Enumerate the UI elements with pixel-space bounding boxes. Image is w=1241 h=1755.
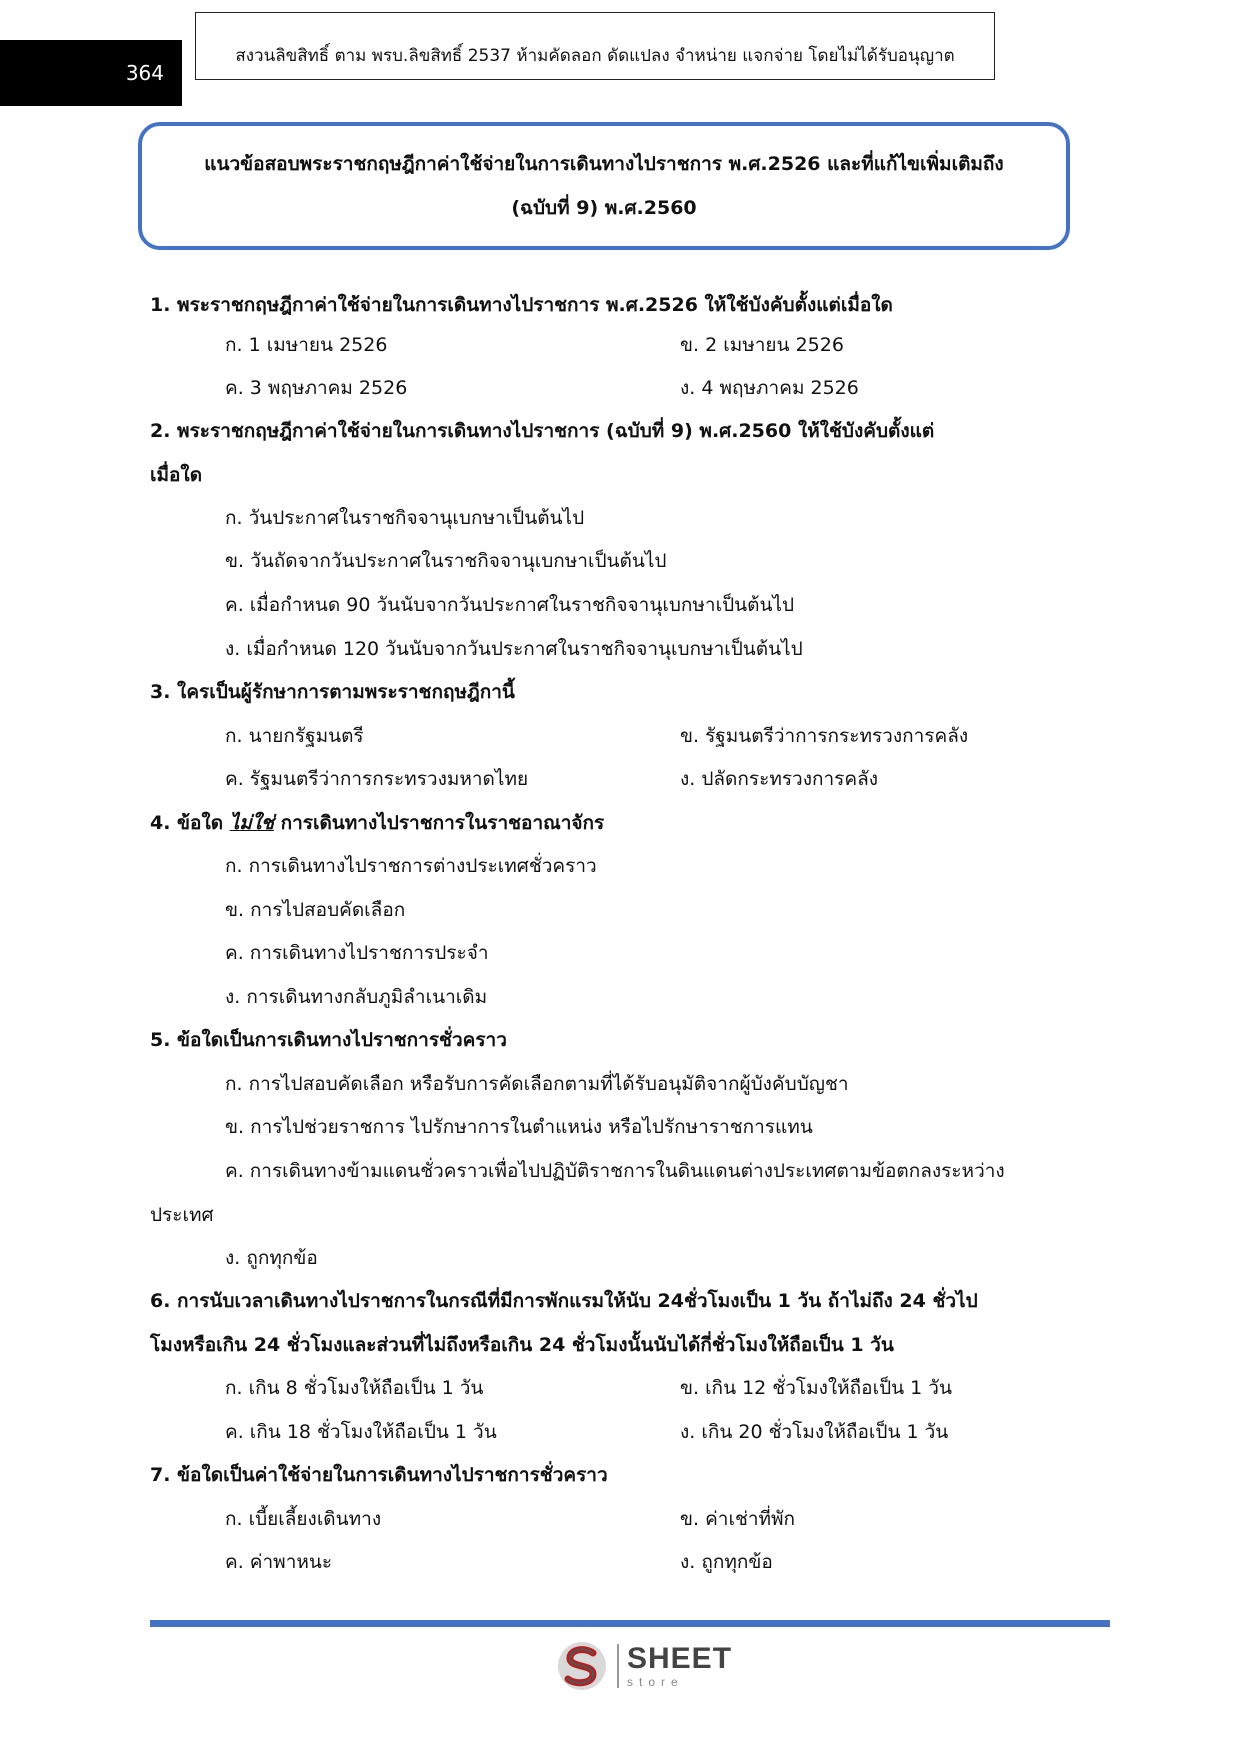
q6-option-b: ข. เกิน 12 ชั่วโมงให้ถือเป็น 1 วัน	[680, 1377, 952, 1399]
q2-option-c: ค. เมื่อกำหนด 90 วันนับจากวันประกาศในราชกิจจานุเบกษาเป็นต้นไป	[225, 594, 795, 616]
question-2-line-2: เมื่อใด	[150, 464, 203, 486]
logo-sub: store	[627, 1675, 684, 1689]
q1-option-b: ข. 2 เมษายน 2526	[680, 334, 844, 356]
q3-option-c: ค. รัฐมนตรีว่าการกระทรวงมหาดไทย	[225, 768, 529, 790]
page-number: 364	[0, 40, 182, 106]
q6-option-d: ง. เกิน 20 ชั่วโมงให้ถือเป็น 1 วัน	[680, 1421, 949, 1443]
q4-emphasis: ไม่ใช่	[229, 812, 274, 834]
q4-option-d: ง. การเดินทางกลับภูมิลำเนาเดิม	[225, 986, 488, 1008]
q6-option-c: ค. เกิน 18 ชั่วโมงให้ถือเป็น 1 วัน	[225, 1421, 497, 1443]
q3-option-d: ง. ปลัดกระทรวงการคลัง	[680, 768, 878, 790]
q4-suffix: การเดินทางไปราชการในราชอาณาจักร	[273, 812, 605, 834]
q4-option-c: ค. การเดินทางไปราชการประจำ	[225, 942, 489, 964]
q3-option-a: ก. นายกรัฐมนตรี	[225, 725, 364, 747]
question-6-line-1: 6. การนับเวลาเดินทางไปราชการในกรณีที่มีการพักแรมให้นับ 24ชั่วโมงเป็น 1 วัน ถ้าไม่ถึง 24 ชั่วไป	[150, 1290, 978, 1312]
q5-option-c-line-1: ค. การเดินทางข้ามแดนชั่วคราวเพื่อไปปฏิบัติราชการในดินแดนต่างประเทศตามข้อตกลงระหว่าง	[225, 1160, 1005, 1182]
q4-prefix: 4. ข้อใด	[150, 812, 230, 834]
q5-option-c-line-2: ประเทศ	[150, 1204, 214, 1226]
q1-option-a: ก. 1 เมษายน 2526	[225, 334, 388, 356]
title-line-1: แนวข้อสอบพระราชกฤษฎีกาค่าใช้จ่ายในการเดินทางไปราชการ พ.ศ.2526 และที่แก้ไขเพิ่มเติมถึง	[204, 153, 1004, 175]
q1-option-d: ง. 4 พฤษภาคม 2526	[680, 377, 859, 399]
footer-rule	[150, 1620, 1110, 1627]
logo-separator	[617, 1644, 619, 1688]
q4-option-b: ข. การไปสอบคัดเลือก	[225, 899, 406, 921]
q7-option-a: ก. เบี้ยเลี้ยงเดินทาง	[225, 1508, 382, 1530]
question-4	[150, 808, 604, 838]
q5-option-b: ข. การไปช่วยราชการ ไปรักษาการในตำแหน่ง หรือไปรักษาราชการแทน	[225, 1116, 813, 1138]
q7-option-d: ง. ถูกทุกข้อ	[680, 1551, 773, 1573]
q7-option-c: ค. ค่าพาหนะ	[225, 1551, 333, 1573]
q4-option-a: ก. การเดินทางไปราชการต่างประเทศชั่วคราว	[225, 855, 597, 877]
question-6-line-2: โมงหรือเกิน 24 ชั่วโมงและส่วนที่ไม่ถึงหรือเกิน 24 ชั่วโมงนั้นนับได้กี่ชั่วโมงให้ถือเป็น 1 วัน	[150, 1334, 894, 1356]
question-3: 3. ใครเป็นผู้รักษาการตามพระราชกฤษฎีกานี้	[150, 681, 515, 703]
q5-option-a: ก. การไปสอบคัดเลือก หรือรับการคัดเลือกตามที่ได้รับอนุมัติจากผู้บังคับบัญชา	[225, 1073, 849, 1095]
document-title-box	[138, 122, 1070, 250]
question-1: 1. พระราชกฤษฎีกาค่าใช้จ่ายในการเดินทางไปราชการ พ.ศ.2526 ให้ใช้บังคับตั้งแต่เมื่อใด	[150, 294, 893, 316]
title-line-2: (ฉบับที่ 9) พ.ศ.2560	[511, 197, 697, 219]
sheet-store-logo	[555, 1638, 732, 1694]
q3-option-b: ข. รัฐมนตรีว่าการกระทรวงการคลัง	[680, 725, 969, 747]
q2-option-b: ข. วันถัดจากวันประกาศในราชกิจจานุเบกษาเป็นต้นไป	[225, 550, 667, 572]
q2-option-a: ก. วันประกาศในราชกิจจานุเบกษาเป็นต้นไป	[225, 507, 585, 529]
logo-word: SHEET	[627, 1642, 733, 1675]
logo-s-icon	[555, 1639, 609, 1693]
q5-option-d: ง. ถูกทุกข้อ	[225, 1247, 318, 1269]
question-2-line-1: 2. พระราชกฤษฎีกาค่าใช้จ่ายในการเดินทางไปราชการ (ฉบับที่ 9) พ.ศ.2560 ให้ใช้บังคับตั้งแต่	[150, 420, 935, 442]
q2-option-d: ง. เมื่อกำหนด 120 วันนับจากวันประกาศในราชกิจจานุเบกษาเป็นต้นไป	[225, 638, 803, 660]
copyright-notice: สงวนลิขสิทธิ์ ตาม พรบ.ลิขสิทธิ์ 2537 ห้ามคัดลอก ดัดแปลง จำหน่าย แจกจ่าย โดยไม่ได้รับอนุญาต	[195, 12, 995, 80]
q7-option-b: ข. ค่าเช่าที่พัก	[680, 1508, 796, 1530]
question-5: 5. ข้อใดเป็นการเดินทางไปราชการชั่วคราว	[150, 1029, 507, 1051]
question-7: 7. ข้อใดเป็นค่าใช้จ่ายในการเดินทางไปราชการชั่วคราว	[150, 1464, 608, 1486]
q1-option-c: ค. 3 พฤษภาคม 2526	[225, 377, 408, 399]
logo-wordmark	[627, 1644, 732, 1688]
q6-option-a: ก. เกิน 8 ชั่วโมงให้ถือเป็น 1 วัน	[225, 1377, 484, 1399]
